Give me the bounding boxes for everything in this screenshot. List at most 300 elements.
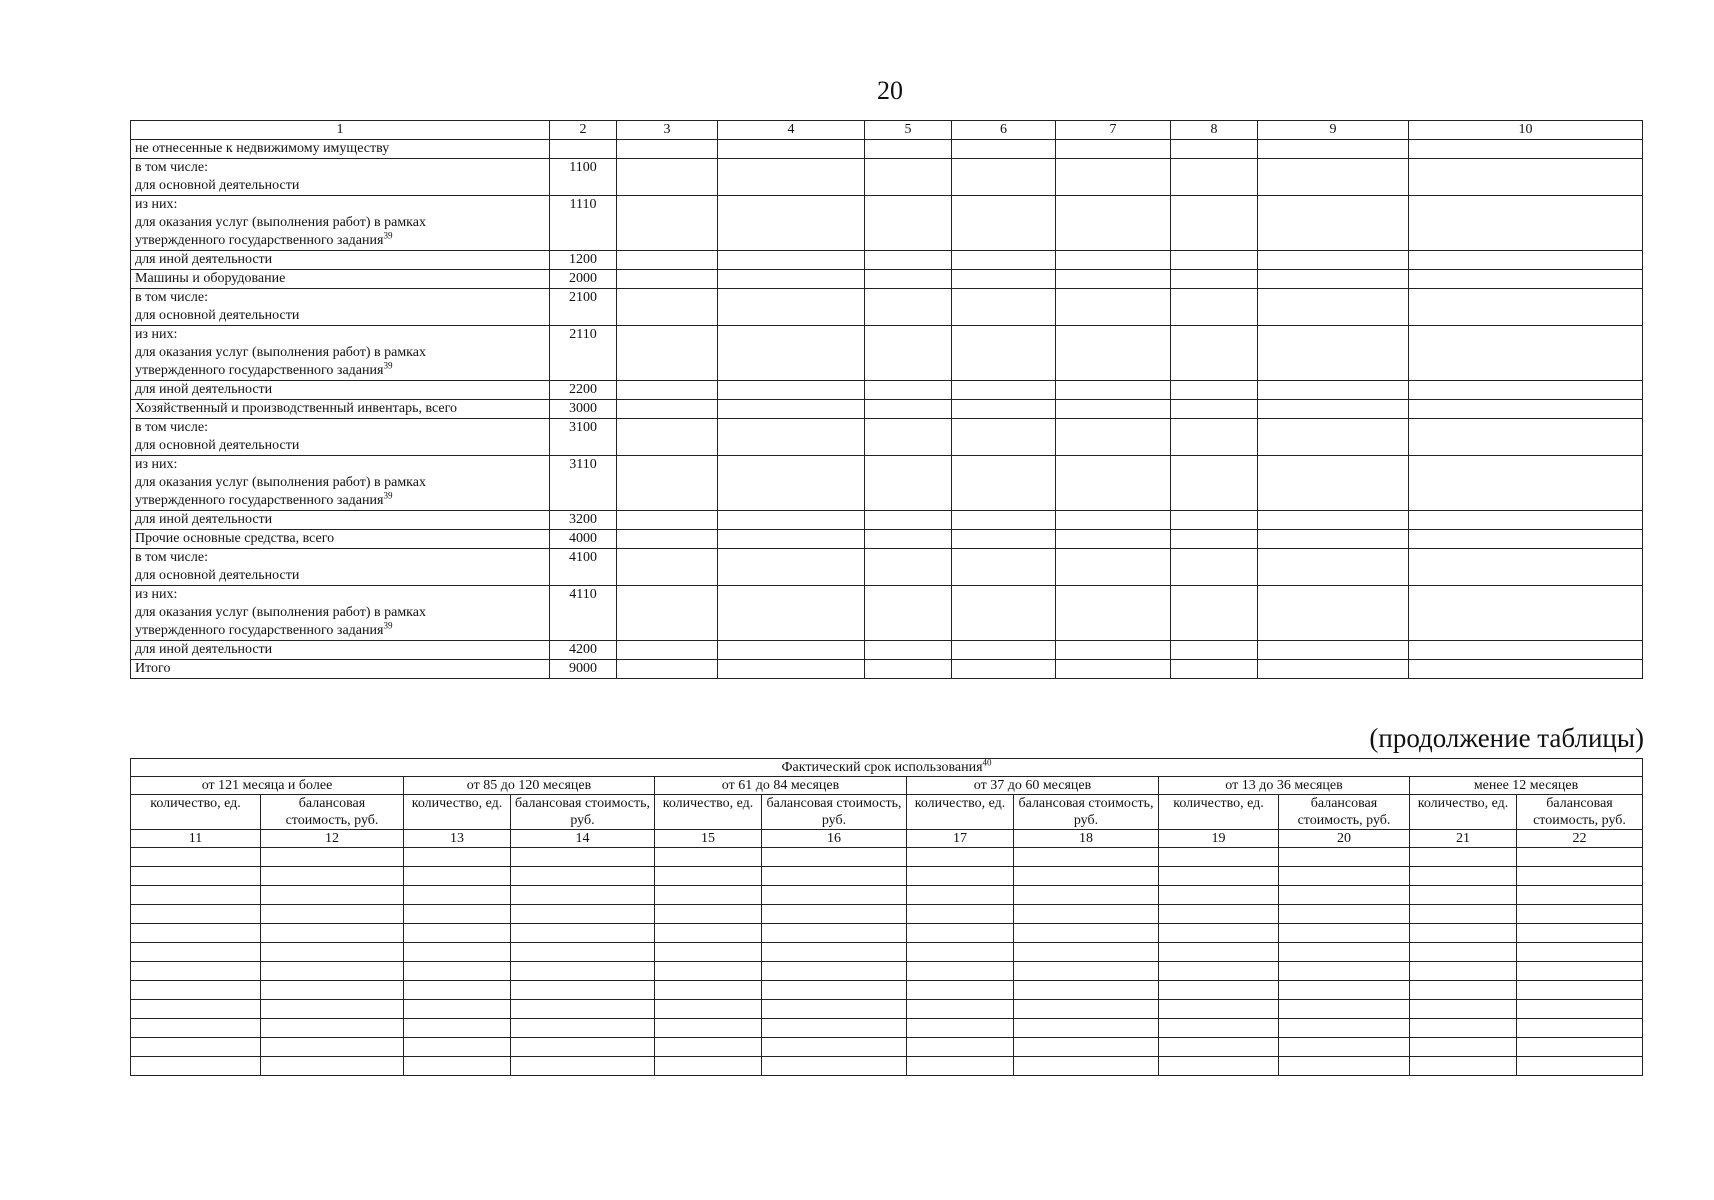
subheader-cell: балансовая стоимость, руб. bbox=[1517, 795, 1643, 830]
data-cell bbox=[1056, 511, 1171, 530]
table-row bbox=[131, 140, 1643, 159]
data-cell bbox=[1517, 1000, 1643, 1019]
data-cell bbox=[1410, 1000, 1517, 1019]
data-cell bbox=[718, 530, 865, 549]
column-number-cell: 14 bbox=[511, 830, 655, 848]
data-cell bbox=[762, 905, 907, 924]
table-title-row bbox=[131, 759, 1643, 777]
row-label-line: для оказания услуг (выполнения работ) в рамках bbox=[135, 475, 426, 490]
data-cell bbox=[907, 1057, 1014, 1076]
data-cell bbox=[131, 1019, 261, 1038]
data-cell bbox=[1014, 1000, 1159, 1019]
data-cell bbox=[1410, 943, 1517, 962]
row-label-line: для основной деятельности bbox=[135, 308, 300, 323]
table-row bbox=[131, 549, 1643, 586]
data-cell bbox=[1409, 196, 1643, 251]
data-cell bbox=[1171, 660, 1258, 679]
data-cell bbox=[655, 905, 762, 924]
row-label-line: Машины и оборудование bbox=[135, 271, 286, 286]
data-cell bbox=[907, 962, 1014, 981]
data-cell bbox=[1517, 848, 1643, 867]
data-cell bbox=[1258, 159, 1409, 196]
data-cell bbox=[1410, 924, 1517, 943]
data-cell bbox=[404, 1019, 511, 1038]
data-cell bbox=[1517, 1019, 1643, 1038]
row-code-cell: 4000 bbox=[550, 530, 617, 549]
column-number-cell: 12 bbox=[261, 830, 404, 848]
data-cell bbox=[1014, 1057, 1159, 1076]
footnote-ref: 39 bbox=[383, 620, 393, 631]
data-cell bbox=[1171, 196, 1258, 251]
data-cell bbox=[907, 905, 1014, 924]
subheader-cell: балансовая стоимость, руб. bbox=[1279, 795, 1410, 830]
data-cell bbox=[1410, 886, 1517, 905]
row-label-cell bbox=[131, 586, 550, 641]
data-cell bbox=[131, 981, 261, 1000]
data-cell bbox=[1056, 196, 1171, 251]
data-cell bbox=[1409, 530, 1643, 549]
data-cell bbox=[617, 511, 718, 530]
row-label-cell bbox=[131, 400, 550, 419]
row-label-cell bbox=[131, 660, 550, 679]
data-cell bbox=[511, 886, 655, 905]
data-cell bbox=[1014, 886, 1159, 905]
subheader-cell: количество, ед. bbox=[131, 795, 261, 830]
data-cell bbox=[511, 1057, 655, 1076]
data-cell bbox=[1056, 400, 1171, 419]
data-cell bbox=[404, 848, 511, 867]
data-cell bbox=[1258, 419, 1409, 456]
row-label-cell bbox=[131, 270, 550, 289]
row-label-line: из них: bbox=[135, 587, 178, 602]
table-row bbox=[131, 905, 1643, 924]
row-label-line: утвержденного государственного задания$^{39}$ bbox=[135, 490, 393, 508]
data-cell bbox=[762, 943, 907, 962]
row-label-cell bbox=[131, 549, 550, 586]
data-cell bbox=[655, 886, 762, 905]
data-cell bbox=[1056, 419, 1171, 456]
data-cell bbox=[617, 140, 718, 159]
table-row bbox=[131, 962, 1643, 981]
data-cell bbox=[617, 289, 718, 326]
data-cell bbox=[1258, 196, 1409, 251]
data-cell bbox=[511, 1000, 655, 1019]
data-cell bbox=[1056, 660, 1171, 679]
subheader-cell: количество, ед. bbox=[1159, 795, 1279, 830]
data-cell bbox=[718, 400, 865, 419]
group-header-cell: от 13 до 36 месяцев bbox=[1159, 777, 1410, 795]
data-cell bbox=[1159, 1057, 1279, 1076]
data-cell bbox=[718, 549, 865, 586]
data-cell bbox=[1517, 905, 1643, 924]
data-cell bbox=[1159, 943, 1279, 962]
data-cell bbox=[1409, 289, 1643, 326]
data-cell bbox=[952, 289, 1056, 326]
data-cell bbox=[952, 549, 1056, 586]
data-cell bbox=[1159, 905, 1279, 924]
data-cell bbox=[907, 1019, 1014, 1038]
row-label-line: Итого bbox=[135, 661, 171, 676]
data-cell bbox=[1056, 140, 1171, 159]
column-number-cell: 4 bbox=[718, 121, 865, 140]
data-cell bbox=[1517, 962, 1643, 981]
table-row bbox=[131, 1019, 1643, 1038]
data-cell bbox=[1171, 419, 1258, 456]
table-row bbox=[131, 886, 1643, 905]
data-cell bbox=[865, 586, 952, 641]
main-table bbox=[130, 120, 1643, 679]
data-cell bbox=[511, 867, 655, 886]
data-cell bbox=[1409, 586, 1643, 641]
data-cell bbox=[1056, 641, 1171, 660]
data-cell bbox=[718, 511, 865, 530]
data-cell bbox=[1056, 326, 1171, 381]
data-cell bbox=[1409, 641, 1643, 660]
data-cell bbox=[1171, 326, 1258, 381]
data-cell bbox=[865, 641, 952, 660]
data-cell bbox=[1279, 867, 1410, 886]
data-cell bbox=[1171, 400, 1258, 419]
column-number-cell: 15 bbox=[655, 830, 762, 848]
data-cell bbox=[1258, 530, 1409, 549]
row-label-line: для иной деятельности bbox=[135, 252, 273, 267]
data-cell bbox=[1171, 159, 1258, 196]
table-title: Фактический срок использования$^{40}$ bbox=[131, 759, 1643, 777]
table-row bbox=[131, 1038, 1643, 1057]
row-label-cell bbox=[131, 289, 550, 326]
group-header-cell: от 85 до 120 месяцев bbox=[404, 777, 655, 795]
data-cell bbox=[655, 1019, 762, 1038]
data-cell bbox=[261, 848, 404, 867]
data-cell bbox=[1159, 1038, 1279, 1057]
data-cell bbox=[1279, 886, 1410, 905]
column-number-cell: 9 bbox=[1258, 121, 1409, 140]
data-cell bbox=[261, 905, 404, 924]
table-row bbox=[131, 1000, 1643, 1019]
row-label-line: для основной деятельности bbox=[135, 438, 300, 453]
subheader-cell: балансовая стоимость, руб. bbox=[1014, 795, 1159, 830]
data-cell bbox=[1258, 456, 1409, 511]
data-cell bbox=[1171, 251, 1258, 270]
data-cell bbox=[952, 641, 1056, 660]
data-cell bbox=[718, 270, 865, 289]
data-cell bbox=[952, 196, 1056, 251]
data-cell bbox=[1410, 962, 1517, 981]
data-cell bbox=[762, 848, 907, 867]
data-cell bbox=[1159, 886, 1279, 905]
data-cell bbox=[1171, 270, 1258, 289]
data-cell bbox=[404, 962, 511, 981]
data-cell bbox=[617, 270, 718, 289]
data-cell bbox=[907, 886, 1014, 905]
data-cell bbox=[952, 530, 1056, 549]
data-cell bbox=[404, 924, 511, 943]
data-cell bbox=[952, 456, 1056, 511]
row-code-cell: 3110 bbox=[550, 456, 617, 511]
data-cell bbox=[1171, 530, 1258, 549]
row-label-line: для оказания услуг (выполнения работ) в рамках bbox=[135, 215, 426, 230]
row-code-cell: 1100 bbox=[550, 159, 617, 196]
data-cell bbox=[865, 381, 952, 400]
data-cell bbox=[865, 326, 952, 381]
data-cell bbox=[952, 326, 1056, 381]
data-cell bbox=[655, 981, 762, 1000]
page-number: 20 bbox=[877, 76, 903, 105]
data-cell bbox=[404, 1057, 511, 1076]
data-cell bbox=[1517, 886, 1643, 905]
data-cell bbox=[404, 1038, 511, 1057]
data-cell bbox=[1056, 456, 1171, 511]
column-number-cell: 16 bbox=[762, 830, 907, 848]
row-label-cell bbox=[131, 326, 550, 381]
row-label-line: для оказания услуг (выполнения работ) в рамках bbox=[135, 605, 426, 620]
row-label-line: в том числе: bbox=[135, 290, 208, 305]
row-code-cell: 3100 bbox=[550, 419, 617, 456]
data-cell bbox=[718, 196, 865, 251]
data-cell bbox=[1517, 867, 1643, 886]
data-cell bbox=[1159, 962, 1279, 981]
data-cell bbox=[1056, 289, 1171, 326]
data-cell bbox=[617, 549, 718, 586]
table-row bbox=[131, 867, 1643, 886]
data-cell bbox=[131, 867, 261, 886]
data-cell bbox=[1258, 641, 1409, 660]
footnote-ref: 40 bbox=[982, 758, 992, 768]
data-cell bbox=[1171, 381, 1258, 400]
data-cell bbox=[762, 867, 907, 886]
data-cell bbox=[1014, 1038, 1159, 1057]
data-cell bbox=[655, 1057, 762, 1076]
table-row bbox=[131, 456, 1643, 511]
row-label-line: для основной деятельности bbox=[135, 178, 300, 193]
data-cell bbox=[1410, 848, 1517, 867]
data-cell bbox=[1258, 251, 1409, 270]
data-cell bbox=[1056, 549, 1171, 586]
data-cell bbox=[865, 660, 952, 679]
subheader-cell: количество, ед. bbox=[1410, 795, 1517, 830]
data-cell bbox=[718, 456, 865, 511]
data-cell bbox=[511, 924, 655, 943]
data-cell bbox=[131, 943, 261, 962]
column-number-cell: 3 bbox=[617, 121, 718, 140]
data-cell bbox=[1410, 1038, 1517, 1057]
data-cell bbox=[952, 586, 1056, 641]
row-code-cell: 3000 bbox=[550, 400, 617, 419]
row-label-cell bbox=[131, 530, 550, 549]
row-code-cell: 4110 bbox=[550, 586, 617, 641]
data-cell bbox=[1409, 140, 1643, 159]
data-cell bbox=[1279, 962, 1410, 981]
data-cell bbox=[1409, 660, 1643, 679]
data-cell bbox=[907, 848, 1014, 867]
column-number-cell: 13 bbox=[404, 830, 511, 848]
data-cell bbox=[1409, 511, 1643, 530]
data-cell bbox=[1410, 1019, 1517, 1038]
row-label-line: в том числе: bbox=[135, 420, 208, 435]
data-cell bbox=[1258, 586, 1409, 641]
data-cell bbox=[865, 251, 952, 270]
data-cell bbox=[617, 586, 718, 641]
row-label-cell bbox=[131, 419, 550, 456]
data-cell bbox=[865, 140, 952, 159]
subheader-cell: количество, ед. bbox=[655, 795, 762, 830]
data-cell bbox=[1409, 549, 1643, 586]
data-cell bbox=[907, 943, 1014, 962]
data-cell bbox=[511, 848, 655, 867]
data-cell bbox=[1014, 867, 1159, 886]
data-cell bbox=[1159, 848, 1279, 867]
row-label-line: Хозяйственный и производственный инвентарь, всего bbox=[135, 401, 457, 416]
data-cell bbox=[1171, 456, 1258, 511]
data-cell bbox=[718, 586, 865, 641]
row-code-cell: 4200 bbox=[550, 641, 617, 660]
row-code-cell: 4100 bbox=[550, 549, 617, 586]
data-cell bbox=[511, 1019, 655, 1038]
group-header-cell: от 37 до 60 месяцев bbox=[907, 777, 1159, 795]
data-cell bbox=[617, 456, 718, 511]
table-row bbox=[131, 660, 1643, 679]
data-cell bbox=[1517, 943, 1643, 962]
row-label-line: в том числе: bbox=[135, 550, 208, 565]
footnote-ref: 39 bbox=[383, 230, 393, 241]
data-cell bbox=[617, 251, 718, 270]
data-cell bbox=[1014, 1019, 1159, 1038]
data-cell bbox=[404, 886, 511, 905]
table-row bbox=[131, 1057, 1643, 1076]
data-cell bbox=[1258, 289, 1409, 326]
data-cell bbox=[1409, 400, 1643, 419]
data-cell bbox=[718, 289, 865, 326]
data-cell bbox=[1517, 924, 1643, 943]
data-cell bbox=[952, 251, 1056, 270]
row-code-cell: 2110 bbox=[550, 326, 617, 381]
data-cell bbox=[952, 140, 1056, 159]
data-cell bbox=[404, 943, 511, 962]
data-cell bbox=[1258, 326, 1409, 381]
row-code-cell: 1200 bbox=[550, 251, 617, 270]
data-cell bbox=[1014, 924, 1159, 943]
data-cell bbox=[1014, 905, 1159, 924]
data-cell bbox=[1517, 981, 1643, 1000]
row-label-cell bbox=[131, 456, 550, 511]
data-cell bbox=[1279, 905, 1410, 924]
data-cell bbox=[261, 924, 404, 943]
data-cell bbox=[865, 400, 952, 419]
table-row bbox=[131, 419, 1643, 456]
data-cell bbox=[952, 660, 1056, 679]
data-cell bbox=[865, 419, 952, 456]
column-number-cell: 7 bbox=[1056, 121, 1171, 140]
data-cell bbox=[718, 660, 865, 679]
data-cell bbox=[1279, 848, 1410, 867]
group-header-row bbox=[131, 777, 1643, 795]
table-row bbox=[131, 848, 1643, 867]
column-number-cell: 19 bbox=[1159, 830, 1279, 848]
row-label-line: утвержденного государственного задания$^{39}$ bbox=[135, 230, 393, 248]
data-cell bbox=[1014, 848, 1159, 867]
data-cell bbox=[617, 400, 718, 419]
data-cell bbox=[131, 886, 261, 905]
data-cell bbox=[952, 419, 1056, 456]
data-cell bbox=[865, 530, 952, 549]
column-number-cell: 22 bbox=[1517, 830, 1643, 848]
column-number-cell: 6 bbox=[952, 121, 1056, 140]
data-cell bbox=[261, 867, 404, 886]
subheader-cell: балансовая стоимость, руб. bbox=[762, 795, 907, 830]
subheader-cell: количество, ед. bbox=[404, 795, 511, 830]
data-cell bbox=[1056, 586, 1171, 641]
row-code-cell bbox=[550, 140, 617, 159]
data-cell bbox=[1171, 549, 1258, 586]
data-cell bbox=[952, 400, 1056, 419]
row-code-cell: 9000 bbox=[550, 660, 617, 679]
row-label-line: утвержденного государственного задания$^{39}$ bbox=[135, 360, 393, 378]
data-cell bbox=[655, 1038, 762, 1057]
data-cell bbox=[1159, 1019, 1279, 1038]
data-cell bbox=[1159, 981, 1279, 1000]
data-cell bbox=[762, 1038, 907, 1057]
data-cell bbox=[655, 924, 762, 943]
data-cell bbox=[1258, 511, 1409, 530]
data-cell bbox=[1258, 400, 1409, 419]
data-cell bbox=[1279, 943, 1410, 962]
data-cell bbox=[655, 1000, 762, 1019]
data-cell bbox=[1056, 530, 1171, 549]
data-cell bbox=[131, 1000, 261, 1019]
continuation-label: (продолжение таблицы) bbox=[1369, 723, 1644, 753]
data-cell bbox=[404, 867, 511, 886]
data-cell bbox=[952, 511, 1056, 530]
data-cell bbox=[617, 326, 718, 381]
column-number-row bbox=[131, 830, 1643, 848]
data-cell bbox=[1258, 381, 1409, 400]
row-code-cell: 2000 bbox=[550, 270, 617, 289]
usage-period-table bbox=[130, 758, 1643, 1076]
data-cell bbox=[617, 419, 718, 456]
row-label-line: для иной деятельности bbox=[135, 642, 273, 657]
data-cell bbox=[865, 270, 952, 289]
column-number-cell: 11 bbox=[131, 830, 261, 848]
data-cell bbox=[1159, 867, 1279, 886]
data-cell bbox=[131, 962, 261, 981]
data-cell bbox=[907, 924, 1014, 943]
data-cell bbox=[511, 981, 655, 1000]
data-cell bbox=[1279, 924, 1410, 943]
data-cell bbox=[617, 381, 718, 400]
data-cell bbox=[131, 1057, 261, 1076]
data-cell bbox=[907, 1038, 1014, 1057]
data-cell bbox=[261, 1000, 404, 1019]
table-row bbox=[131, 981, 1643, 1000]
data-cell bbox=[762, 1057, 907, 1076]
row-label-line: утвержденного государственного задания$^{39}$ bbox=[135, 620, 393, 638]
data-cell bbox=[762, 981, 907, 1000]
row-label-line: для иной деятельности bbox=[135, 382, 273, 397]
footnote-ref: 39 bbox=[383, 490, 393, 501]
data-cell bbox=[1171, 140, 1258, 159]
table-row bbox=[131, 289, 1643, 326]
data-cell bbox=[1159, 924, 1279, 943]
data-cell bbox=[762, 1019, 907, 1038]
row-label-line: из них: bbox=[135, 327, 178, 342]
data-cell bbox=[1258, 549, 1409, 586]
row-label-line: из них: bbox=[135, 457, 178, 472]
row-code-cell: 3200 bbox=[550, 511, 617, 530]
column-number-cell: 2 bbox=[550, 121, 617, 140]
row-code-cell: 2200 bbox=[550, 381, 617, 400]
data-cell bbox=[1409, 326, 1643, 381]
table-row bbox=[131, 400, 1643, 419]
